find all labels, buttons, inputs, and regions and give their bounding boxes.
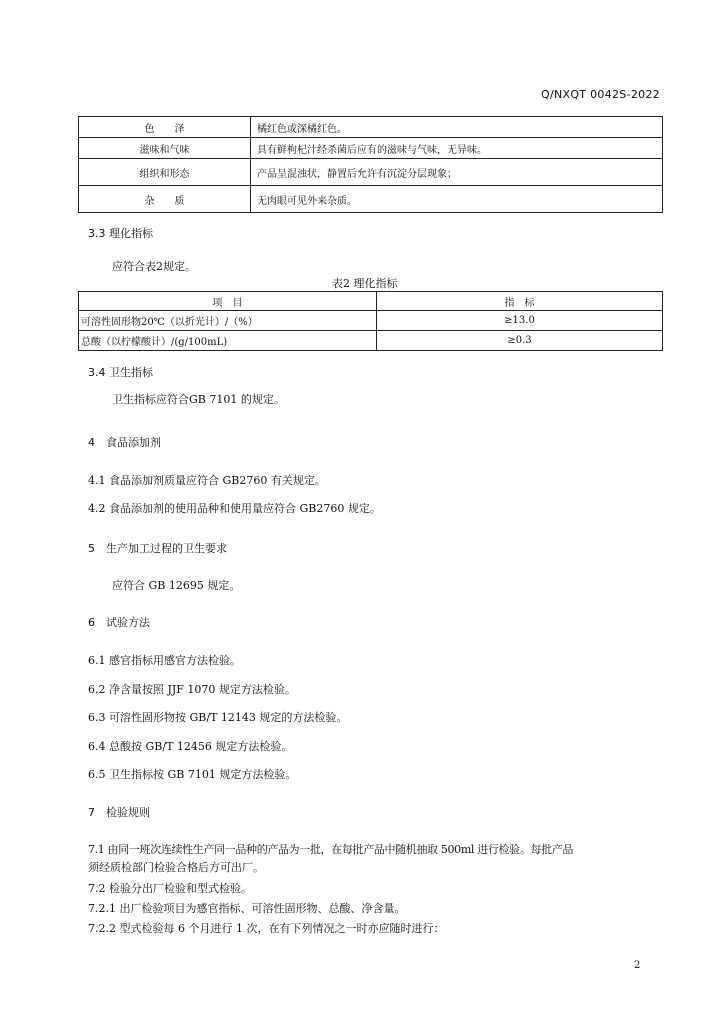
table-cell-item: 滋味和气味 [79, 138, 251, 159]
table-cell-item: 总酸（以柠檬酸计）/(g/100mL) [79, 331, 377, 351]
table-row [79, 117, 663, 138]
table-cell-requirement: 橘红色或深橘红色。 [251, 117, 663, 138]
paragraph-7-1-line2: 须经质检部门检验合格后方可出厂。 [88, 861, 264, 874]
list-item: 6.5 卫生指标按 GB 7101 规定方法检验。 [88, 768, 297, 781]
paragraph-7-2: 7.2 检验分出厂检验和型式检验。 [88, 882, 252, 895]
table-row [79, 311, 663, 331]
table-cell-item: 可溶性固形物20℃（以折光计）/（%） [79, 311, 377, 331]
list-item: 6.3 可溶性固形物按 GB/T 12143 规定的方法检验。 [88, 711, 348, 724]
column-header-item: 项 目 [79, 292, 377, 311]
paragraph-7-2-1: 7.2.1 出厂检验项目为感官指标、可溶性固形物、总酸、净含量。 [88, 902, 406, 915]
list-item: 6.1 感官指标用感官方法检验。 [88, 654, 241, 667]
section-heading-5: 5 生产加工过程的卫生要求 [88, 542, 227, 555]
table-cell-item: 色 泽 [79, 117, 251, 138]
table-row [79, 159, 663, 186]
paragraph: 应符合 GB 12695 规定。 [112, 579, 241, 592]
paragraph: 卫生指标应符合GB 7101 的规定。 [112, 393, 285, 406]
paragraph-7-1-line1: 7.1 由同一班次连续性生产同一品种的产品为一批，在每批产品中随机抽取 500ml 进行检验。每批产品 [88, 843, 574, 856]
table-row [79, 186, 663, 213]
table-header-row [79, 292, 663, 311]
page-number: 2 [634, 960, 641, 971]
physchem-table [78, 291, 663, 351]
list-item: 4.2 食品添加剂的使用品种和使用量应符合 GB2760 规定。 [88, 502, 381, 515]
list-item: 6.4 总酸按 GB/T 12456 规定方法检验。 [88, 740, 293, 753]
section-heading-7: 7 检验规则 [88, 806, 150, 819]
column-header-value: 指 标 [377, 292, 663, 311]
table-row [79, 138, 663, 159]
section-heading-3-3: 3.3 理化指标 [88, 227, 153, 240]
table-cell-requirement: 具有鲜枸杞汁经杀菌后应有的滋味与气味，无异味。 [251, 138, 663, 159]
table-cell-item: 杂 质 [79, 186, 251, 213]
sensory-table [78, 116, 663, 213]
list-item: 4.1 食品添加剂质量应符合 GB2760 有关规定。 [88, 474, 326, 487]
section-heading-4: 4 食品添加剂 [88, 436, 161, 449]
table-cell-value: ≥0.3 [377, 331, 663, 351]
table-cell-requirement: 产品呈混浊状，静置后允许有沉淀分层现象； [251, 159, 663, 186]
paragraph-7-2-2: 7.2.2 型式检验每 6 个月进行 1 次，在有下列情况之一时亦应随时进行： [88, 922, 445, 935]
section-heading-6: 6 试验方法 [88, 616, 150, 629]
table-row [79, 331, 663, 351]
paragraph: 应符合表2规定。 [112, 260, 196, 273]
document-code: Q/NXQT 0042S-2022 [541, 88, 661, 101]
table-caption: 表2 理化指标 [332, 277, 398, 290]
section-heading-3-4: 3.4 卫生指标 [88, 366, 153, 379]
table-cell-item: 组织和形态 [79, 159, 251, 186]
list-item: 6.2 净含量按照 JJF 1070 规定方法检验。 [88, 683, 296, 696]
table-cell-requirement: 无肉眼可见外来杂质。 [251, 186, 663, 213]
table-cell-value: ≥13.0 [377, 311, 663, 331]
